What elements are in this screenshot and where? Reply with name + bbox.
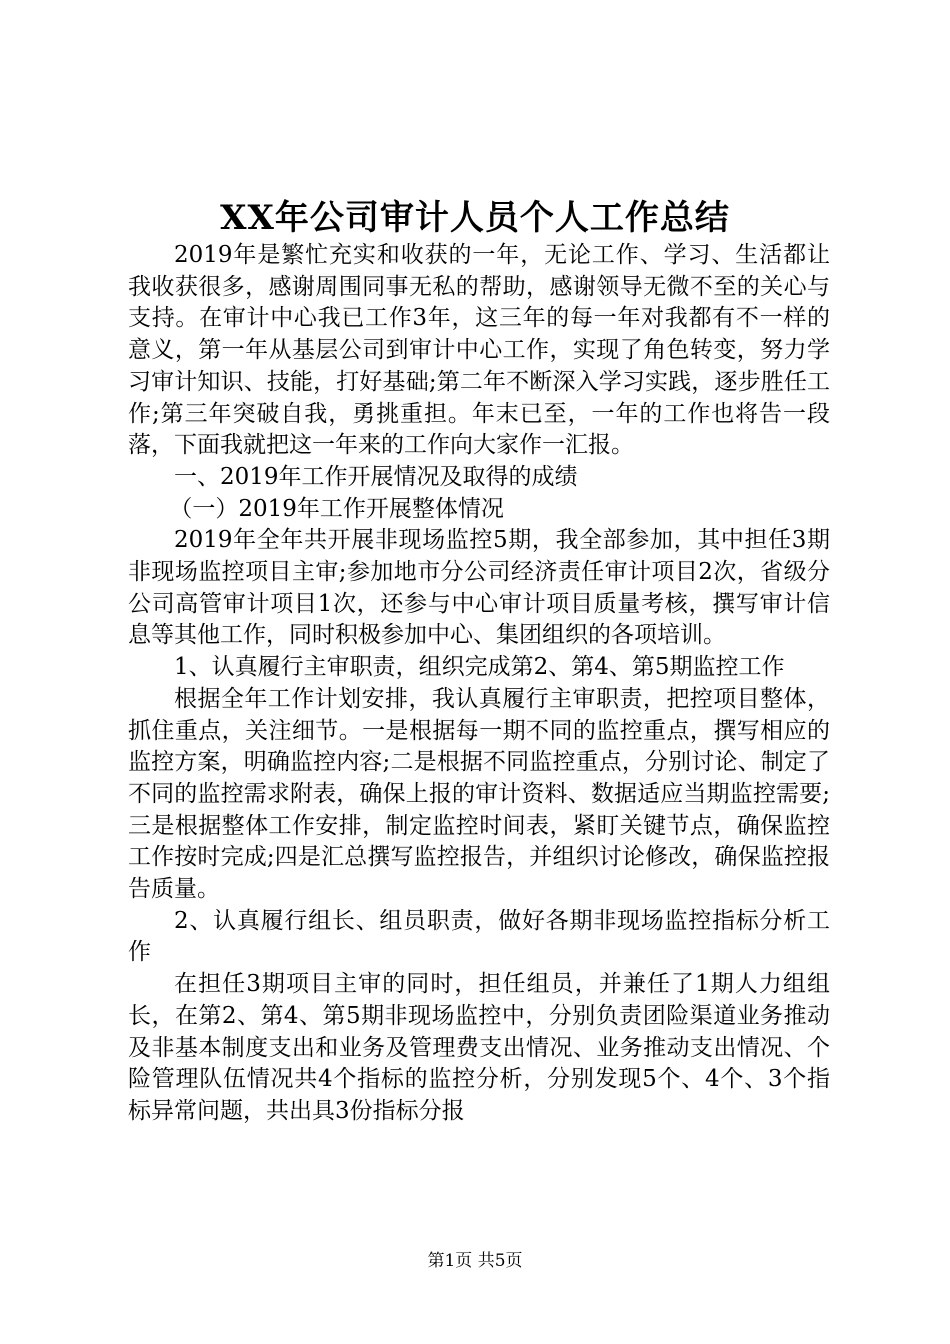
section-heading-1: 一、2019年工作开展情况及取得的成绩 — [174, 463, 578, 490]
item-heading-1: 1、认真履行主审职责，组织完成第2、第4、第5期监控工作 — [174, 654, 785, 681]
paragraph-intro: 2019年是繁忙充实和收获的一年，无论工作、学习、生活都让我收获很多，感谢周围同事无私的帮助，感谢领导无微不至的关心与支持。在审计中心我已工作3年，这三年的每一年对我都有不一样的意义，第一年从基层公司到审计中心工作，实现了角色转变，努力学习审计知识、技能，打好基础;第二年不断深入学习实践，逐步胜任工作;第三年突破自我，勇挑重担。年末已至，一年的工作也将告一段落，下面我就把这一年来的工作向大家作一汇报。 — [128, 242, 830, 459]
item-heading-2: 2、认真履行组长、组员职责，做好各期非现场监控指标分析工作 — [128, 907, 830, 966]
subsection-heading-1: （一）2019年工作开展整体情况 — [169, 495, 504, 522]
page-footer: 第1页 共5页 — [427, 1251, 523, 1271]
paragraph-item-2: 在担任3期项目主审的同时，担任组员，并兼任了1期人力组组长，在第2、第4、第5期非现场监控中，分别负责团险渠道业务推动及非基本制度支出和业务及管理费支出情况、业务推动支出情况、个险管理队伍情况共4个指标的监控分析，分别发现5个、4个、3个指标异常问题，共出具3份指标分报 — [128, 971, 830, 1124]
document-title: XX年公司审计人员个人工作总结 — [220, 198, 730, 238]
document-body — [128, 240, 830, 1128]
paragraph-item-1: 根据全年工作计划安排，我认真履行主审职责，把控项目整体，抓住重点，关注细节。一是根据每一期不同的监控重点，撰写相应的监控方案，明确监控内容;二是根据不同监控重点，分别讨论、制定了不同的监控需求附表，确保上报的审计资料、数据适应当期监控需要;三是根据整体工作安排，制定监控时间表，紧盯关键节点，确保监控工作按时完成;四是汇总撰写监控报告，并组织讨论修改，确保监控报告质量。 — [128, 685, 830, 903]
paragraph-overview: 2019年全年共开展非现场监控5期，我全部参加，其中担任3期非现场监控项目主审;参加地市分公司经济责任审计项目2次，省级分公司高管审计项目1次，还参与中心审计项目质量考核，撰写审计信息等其他工作，同时积极参加中心、集团组织的各项培训。 — [128, 527, 830, 649]
